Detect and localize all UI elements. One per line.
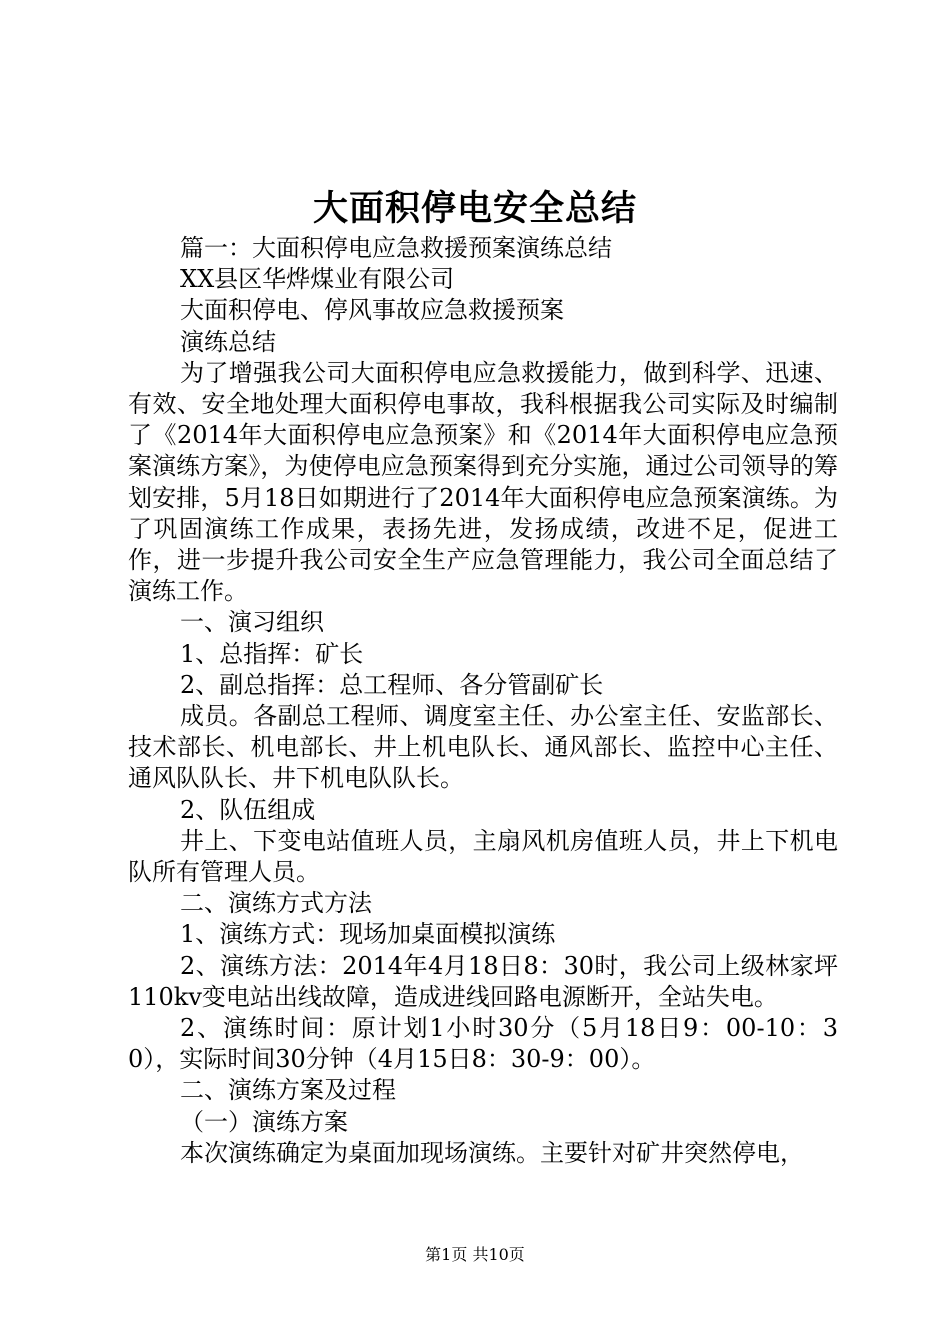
paragraph: 为了增强我公司大面积停电应急救援能力，做到科学、迅速、有效、安全地处理大面积停电事故，我科根据我公司实际及时编制了《2014年大面积停电应急预案》和《2014年大面积停电应急预案演练方案》，为使停电应急预案得到充分实施，通过公司领导的筹划安排，5月18日如期进行了2014年大面积停电应急预案演练。为了巩固演练工作成果，表扬先进，发扬成绩，改进不足，促进工作，进一步提升我公司安全生产应急管理能力，我公司全面总结了演练工作。	[128, 358, 838, 606]
paragraph: 1、演练方式：现场加桌面模拟演练	[180, 920, 556, 949]
paragraph: 篇一：大面积停电应急救援预案演练总结	[180, 234, 612, 262]
paragraph: 2、副总指挥：总工程师、各分管副矿长	[180, 670, 604, 699]
paragraph: XX县区华烨煤业有限公司	[180, 265, 455, 294]
paragraph: 二、演练方式方法	[180, 889, 372, 918]
paragraph: 一、演习组织	[180, 608, 324, 637]
document-body	[128, 233, 838, 1169]
paragraph: 2、队伍组成	[180, 795, 316, 824]
paragraph: 2、演练方法：2014年4月18日8：30时，我公司上级林家坪110kv变电站出线故障，造成进线回路电源断开，全站失电。	[128, 951, 838, 1011]
paragraph: 2、演练时间：原计划1小时30分（5月18日9：00-10：30），实际时间30分钟（4月15日8：30-9：00）。	[128, 1014, 838, 1074]
paragraph: 1、总指挥：矿长	[180, 639, 364, 668]
paragraph: 大面积停电、停风事故应急救援预案	[180, 296, 564, 325]
paragraph: 成员。各副总工程师、调度室主任、办公室主任、安监部长、技术部长、机电部长、井上机电队长、通风部长、监控中心主任、通风队队长、井下机电队队长。	[128, 702, 838, 793]
paragraph: 本次演练确定为桌面加现场演练。主要针对矿井突然停电，	[180, 1138, 804, 1167]
page-footer: 第1页 共10页	[425, 1245, 525, 1264]
paragraph: （一）演练方案	[180, 1107, 348, 1136]
paragraph: 二、演练方案及过程	[180, 1076, 396, 1105]
paragraph: 井上、下变电站值班人员，主扇风机房值班人员，井上下机电队所有管理人员。	[128, 826, 838, 887]
paragraph: 演练总结	[180, 327, 276, 356]
document-title: 大面积停电安全总结	[312, 188, 637, 229]
